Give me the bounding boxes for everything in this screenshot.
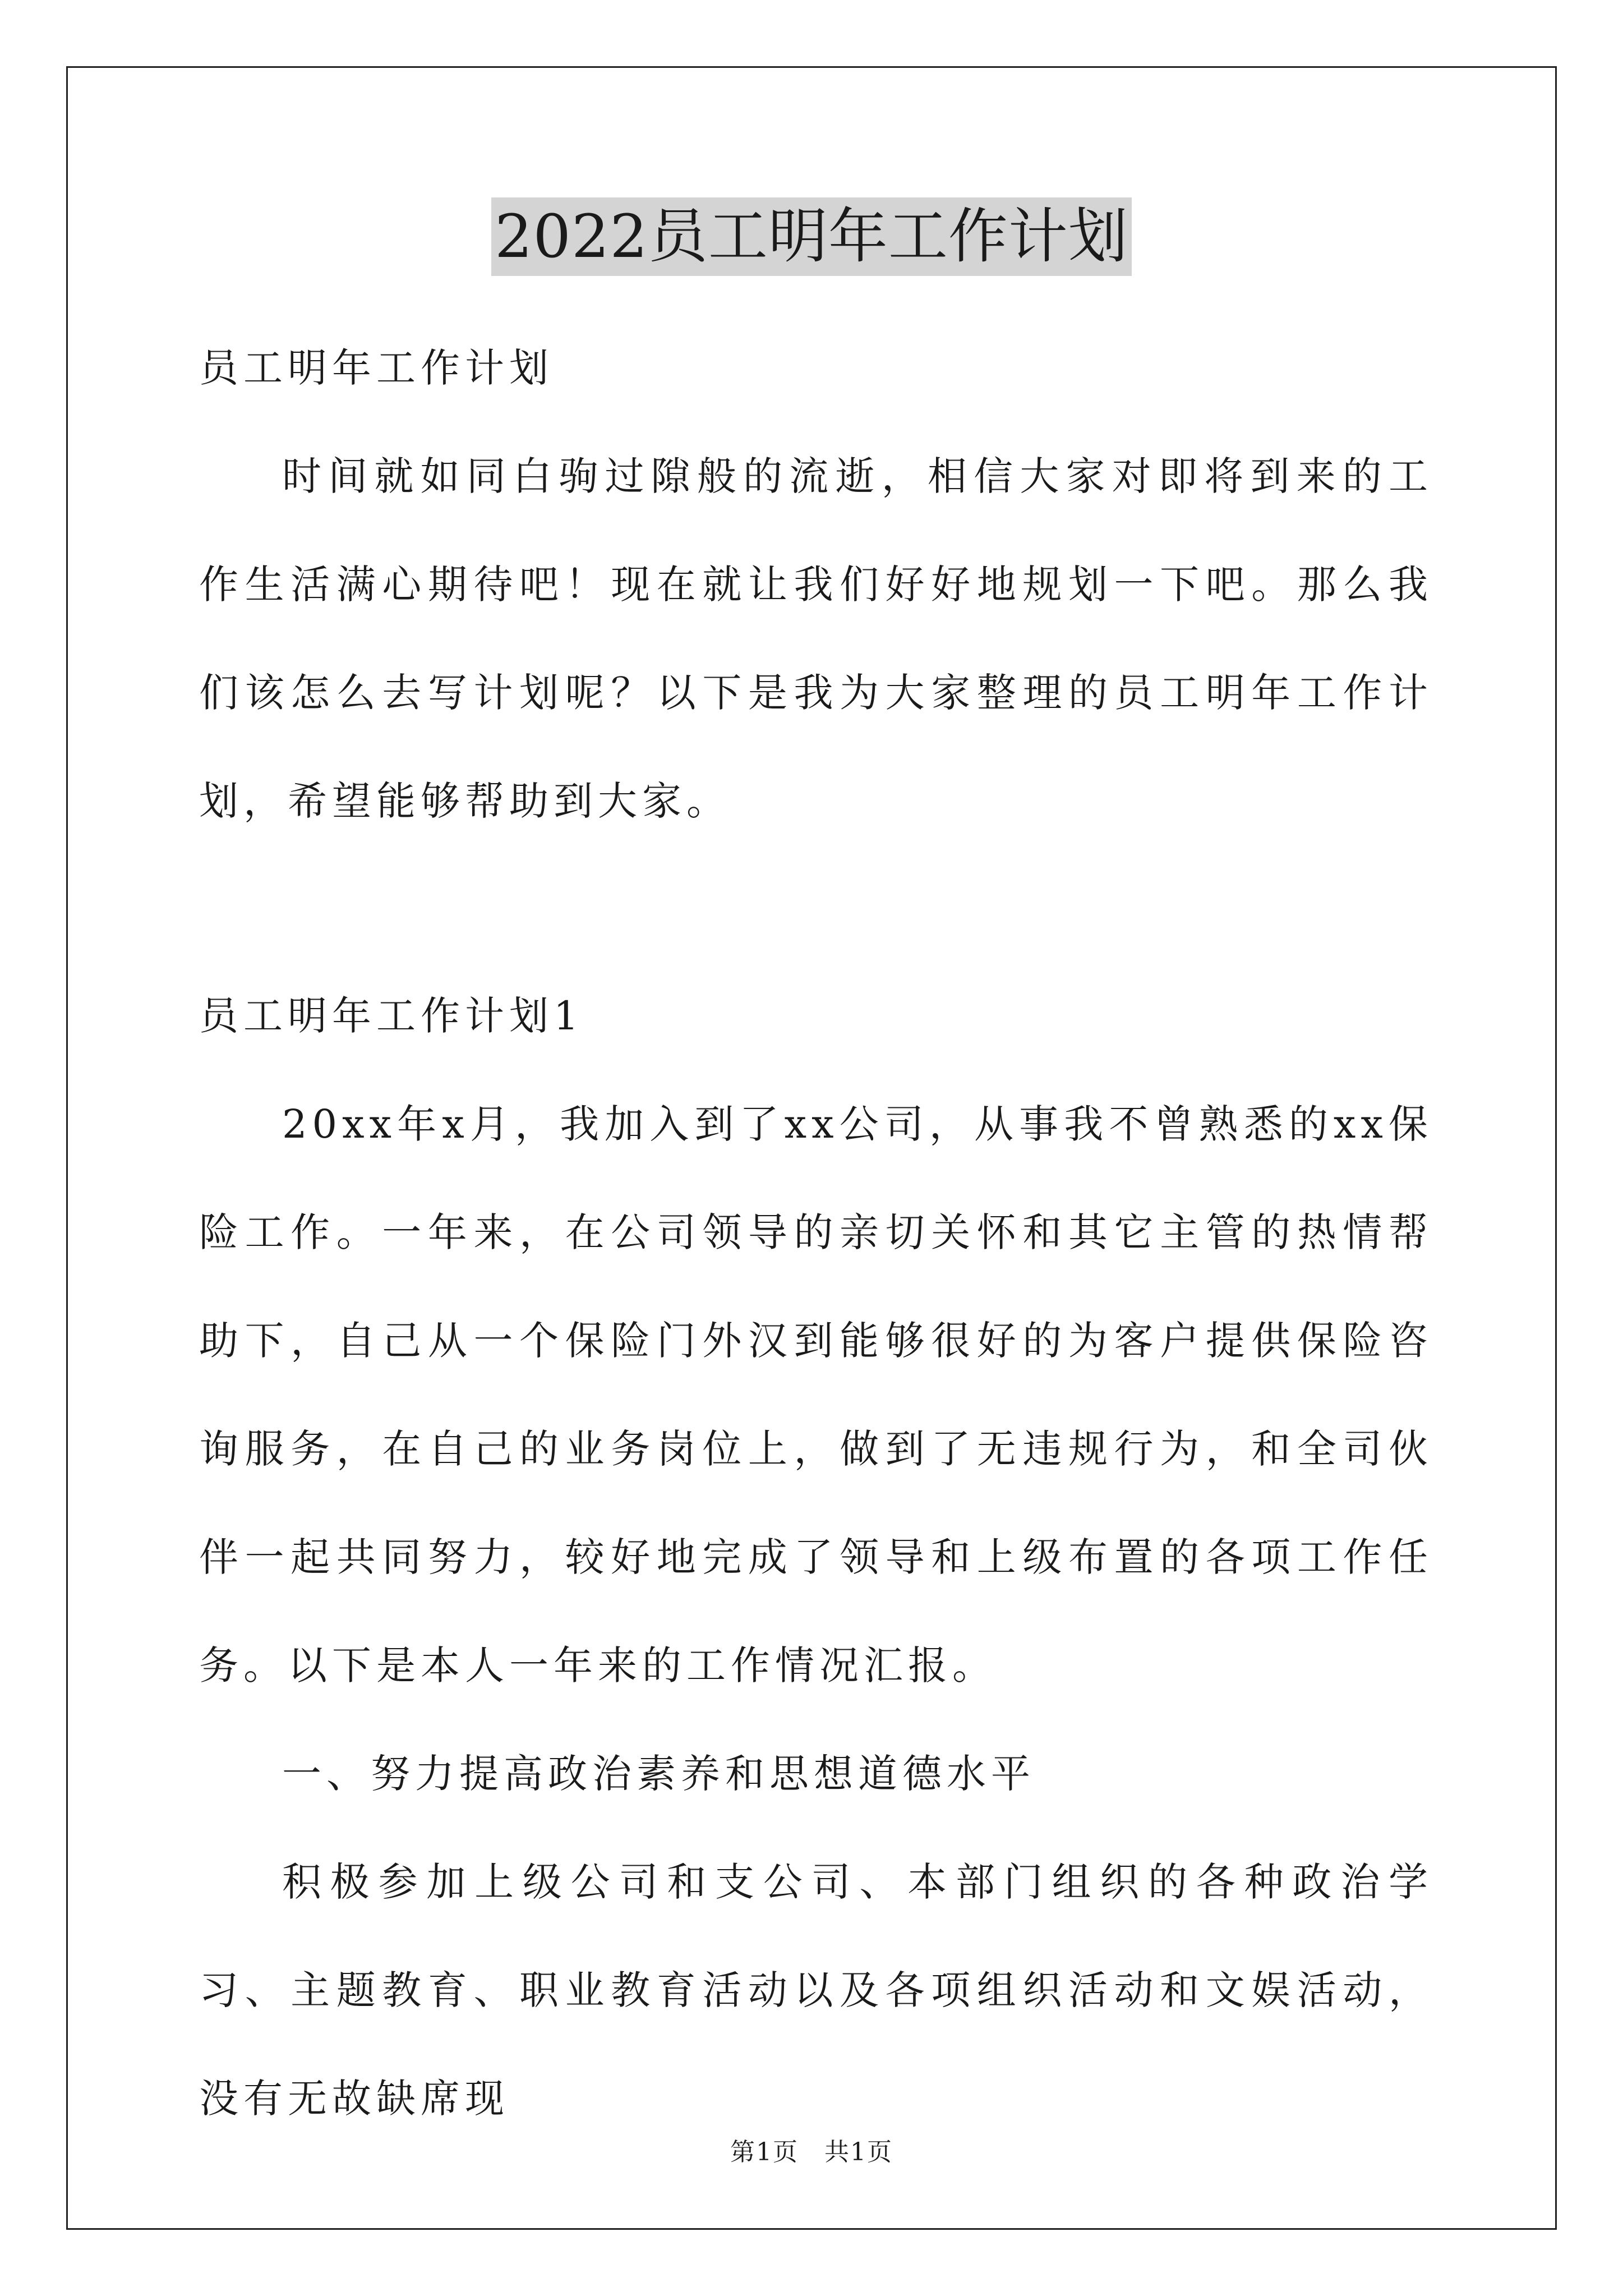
- subsection-heading: 一、努力提高政治素养和思想道德水平: [282, 1751, 1035, 1797]
- intro-paragraph: 时间就如同白驹过隙般的流逝，相信大家对即将到来的工作生活满心期待吧！现在就让我们好好地规划一下吧。那么我们该怎么去写计划呢？以下是我为大家整理的员工明年工作计划，希望能够帮助到大家。: [199, 453, 1433, 824]
- body-paragraph: 积极参加上级公司和支公司、本部门组织的各种政治学习、主题教育、职业教育活动以及各项组织活动和文娱活动，没有无故缺席现: [199, 1859, 1433, 2122]
- document-title: 2022员工明年工作计划: [491, 197, 1132, 276]
- title-container: [0, 197, 1623, 276]
- page-number-footer: 第1页 共1页: [730, 2138, 893, 2166]
- subtitle-paragraph: 员工明年工作计划: [199, 345, 554, 391]
- document-body: [199, 314, 1433, 2153]
- section-heading: 员工明年工作计划1: [199, 993, 584, 1039]
- body-paragraph: 20xx年x月，我加入到了xx公司，从事我不曾熟悉的xx保险工作。一年来，在公司领导的亲切关怀和其它主管的热情帮助下，自己从一个保险门外汉到能够很好的为客户提供保险咨询服务，在自己的业务岗位上，做到了无违规行为，和全司伙伴一起共同努力，较好地完成了领导和上级布置的各项工作任务。以下是本人一年来的工作情况汇报。: [199, 1101, 1433, 1688]
